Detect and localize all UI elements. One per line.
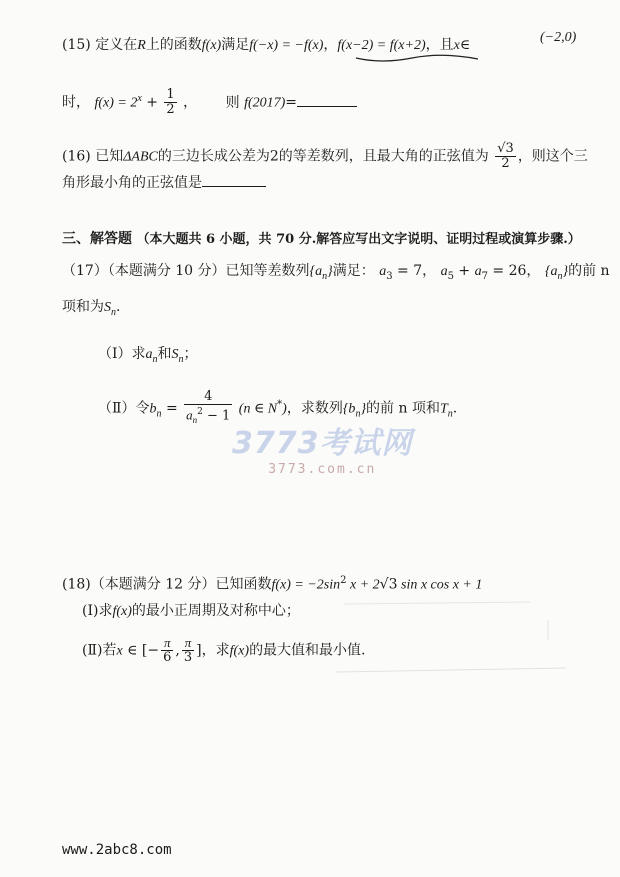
- q17-p2-bn: {b: [342, 401, 356, 417]
- q16-triangle: ΔABC: [123, 149, 158, 165]
- q16-d: 2: [269, 148, 279, 165]
- q16-text1: 已知: [95, 148, 124, 165]
- q16-number: (16): [62, 148, 91, 165]
- q17-a3-sub: 3: [386, 270, 393, 282]
- q15-line2: [62, 88, 357, 117]
- q15-comma: ，: [323, 37, 338, 53]
- q18-p2-six: 6: [163, 650, 172, 665]
- watermark-main: 3773考试网: [232, 426, 413, 461]
- q17-p2-label: （Ⅱ）令: [98, 400, 150, 417]
- q18-p2-text2: 的最大值和最小值.: [249, 642, 366, 659]
- q17-l2-prefix: 项和为: [62, 299, 104, 315]
- q17-line2: [62, 298, 120, 322]
- q18-p1-text: 的最小正周期及对称中心；: [131, 603, 300, 619]
- q18-p2-text1: ，求: [201, 642, 230, 659]
- q17-p2-T: T: [439, 401, 448, 417]
- q17-p2-den-sup: 2: [197, 407, 203, 417]
- q18-part1: [82, 602, 300, 621]
- q16-sin-den: 2: [501, 156, 510, 171]
- q17-sep: ，: [422, 263, 437, 279]
- q18-rest2: sin x cos x + 1: [397, 577, 483, 593]
- q17-p1-and: 和: [157, 346, 172, 362]
- q17-a5: a: [440, 264, 448, 279]
- q17-an-close: }: [327, 264, 333, 279]
- q15-cond2: f(x−2) = f(x+2): [337, 38, 426, 53]
- q17-p2-text2: 的前 n 项和: [366, 400, 440, 417]
- q17-a3-val: = 7: [392, 263, 423, 279]
- q18-p2-fx: f(x): [229, 643, 250, 659]
- q16-text2: 的三边长成公差为: [157, 148, 270, 165]
- q17-a5-sub: 5: [447, 270, 454, 282]
- q17-p1-label: （Ⅰ）求: [98, 346, 146, 362]
- q17-p2-bn-close: }: [360, 401, 367, 417]
- q18-head: (18)（本题满分 12 分）已知函数: [62, 576, 272, 593]
- q15-x: x: [453, 38, 460, 53]
- section3-desc: （本大题共 6 小题，共 70 分.解答应写出文字说明、证明过程或演算步骤.）: [136, 232, 581, 247]
- q17-p2-end: .: [452, 400, 458, 417]
- q18-p1-label: (Ⅰ)求: [82, 603, 113, 619]
- q16-text3: 的等差数列，且最大角的正弦值为: [278, 148, 489, 165]
- q15-f2017: f(2017): [244, 95, 286, 111]
- q16-answer-blank: [202, 174, 266, 187]
- q17-text2: 的前 n: [568, 263, 610, 279]
- section3-title: 三、解答题: [62, 231, 132, 247]
- q17-p1-S-sub: n: [178, 353, 184, 365]
- q15-half-num: 1: [166, 87, 175, 102]
- q17-a3: a: [379, 264, 387, 279]
- q18-p2-frac1: [161, 636, 173, 665]
- q17-part1: [98, 345, 198, 369]
- q17-p1-a: a: [145, 347, 153, 362]
- watermark: [232, 418, 413, 477]
- q15-text: 定义在: [95, 37, 138, 53]
- q15-fx: f(x): [201, 38, 222, 53]
- q18-p2-pi2: π: [182, 636, 194, 651]
- q17-plus: +: [453, 263, 475, 279]
- q17-p2-T-sub: n: [447, 408, 453, 420]
- q18-fx: f(x) = −2sin: [271, 577, 341, 593]
- q17-p2-den-rest: − 1: [202, 408, 231, 424]
- q16-text5: 角形最小角的正弦值是: [62, 175, 202, 191]
- q18-p2-in: ∈ [: [122, 642, 148, 659]
- q18-part2: [82, 636, 366, 665]
- q17-p2-num: 4: [184, 390, 232, 405]
- q17-an2-sub: n: [557, 270, 563, 282]
- q17-p2-text1: ，求数列: [286, 400, 343, 417]
- q15-text3: 满足: [221, 37, 250, 53]
- q17-p2-den-sub: n: [192, 414, 198, 425]
- q15-plus: +: [146, 94, 158, 111]
- q17-p1-a-sub: n: [152, 353, 158, 365]
- q15-answer-blank: [297, 94, 357, 107]
- watermark-sub: 3773.com.cn: [268, 462, 377, 477]
- q15-eq: =: [285, 94, 298, 111]
- q17-l2-suffix: .: [116, 299, 121, 315]
- q16-line2: [62, 174, 266, 192]
- q18-p2-frac2: [182, 636, 194, 665]
- q16-sin-num: √3: [497, 141, 514, 156]
- q18-p2-three: 3: [183, 650, 193, 665]
- q18-p2-x: x: [116, 643, 123, 659]
- q15-in: ∈: [459, 37, 471, 53]
- q18-p2-comma: ,: [175, 642, 180, 659]
- q15-cond1: f(−x) = −f(x): [249, 38, 324, 53]
- q15-half-fraction: [164, 88, 176, 117]
- q17-a57-val: = 26: [487, 263, 527, 279]
- q17-an: {a: [309, 264, 323, 279]
- handwritten-underline: [352, 52, 482, 64]
- q15-text4: ，且: [425, 37, 454, 53]
- q17-p2-eq: =: [161, 400, 183, 417]
- q15-l2-prefix: 时，: [62, 94, 90, 111]
- q18-p2-label: (Ⅱ)若: [82, 642, 117, 659]
- q17-sep2: ，: [526, 263, 541, 279]
- q18-line1: [62, 572, 482, 595]
- q18-p2-neg: −: [147, 642, 160, 659]
- q17-an2: {a: [544, 264, 558, 279]
- q17-p1-S: S: [171, 347, 179, 362]
- q16-line1: [62, 142, 588, 171]
- q17-text1: 满足：: [332, 263, 375, 279]
- q17-p2-b-sub: n: [156, 408, 162, 420]
- q17-a7: a: [474, 264, 482, 279]
- q17-Sn: S: [104, 300, 111, 315]
- q15-half-den: 2: [166, 102, 175, 117]
- q15-exp: x: [137, 92, 142, 104]
- q17-an-sub: n: [322, 270, 328, 282]
- q17-a7-sub: 7: [481, 270, 488, 282]
- q17-p2-cond: (n ∈ N: [238, 401, 278, 417]
- q18-sq: 2: [340, 575, 347, 586]
- section3-heading: [62, 230, 581, 249]
- q15-interval-text: (−2,0): [540, 30, 577, 45]
- q17-line1: [62, 262, 610, 286]
- q15-R: R: [137, 38, 146, 53]
- q17-an2-close: }: [562, 264, 569, 279]
- q15-interval: [540, 28, 576, 47]
- q18-sqrt3: √3: [379, 576, 398, 593]
- q17-Sn-sub: n: [111, 306, 116, 318]
- q17-p1-end: ；: [183, 346, 198, 362]
- q15-number: (15): [62, 37, 91, 53]
- q17-p2-cond-sup: *: [277, 398, 283, 410]
- q18-p1-fx: f(x): [112, 604, 132, 619]
- q18-rest1: x + 2: [346, 577, 380, 593]
- q15-fx2: f(x) = 2: [94, 95, 138, 111]
- q17-p2-bn-sub: n: [355, 408, 361, 420]
- q17-p2-den-a: a: [186, 407, 193, 423]
- q18-p2-close: ]: [196, 642, 202, 659]
- scan-marks: [330, 600, 570, 680]
- q17-p2-cond-close: ): [282, 401, 287, 417]
- q16-text4: ，则这个三: [517, 148, 588, 165]
- q17-p2-b: b: [149, 401, 157, 417]
- q15-text2: 上的函数: [145, 37, 202, 53]
- q15-period: ，: [183, 94, 198, 111]
- q17-head: （17）（本题满分 10 分）已知等差数列: [62, 263, 310, 279]
- q18-p2-pi1: π: [161, 636, 173, 651]
- footer-url: www.2abc8.com: [62, 842, 172, 858]
- q15-then: 则: [225, 94, 240, 111]
- q16-sine-fraction: [495, 142, 516, 171]
- q17-p2-fraction: [184, 390, 232, 427]
